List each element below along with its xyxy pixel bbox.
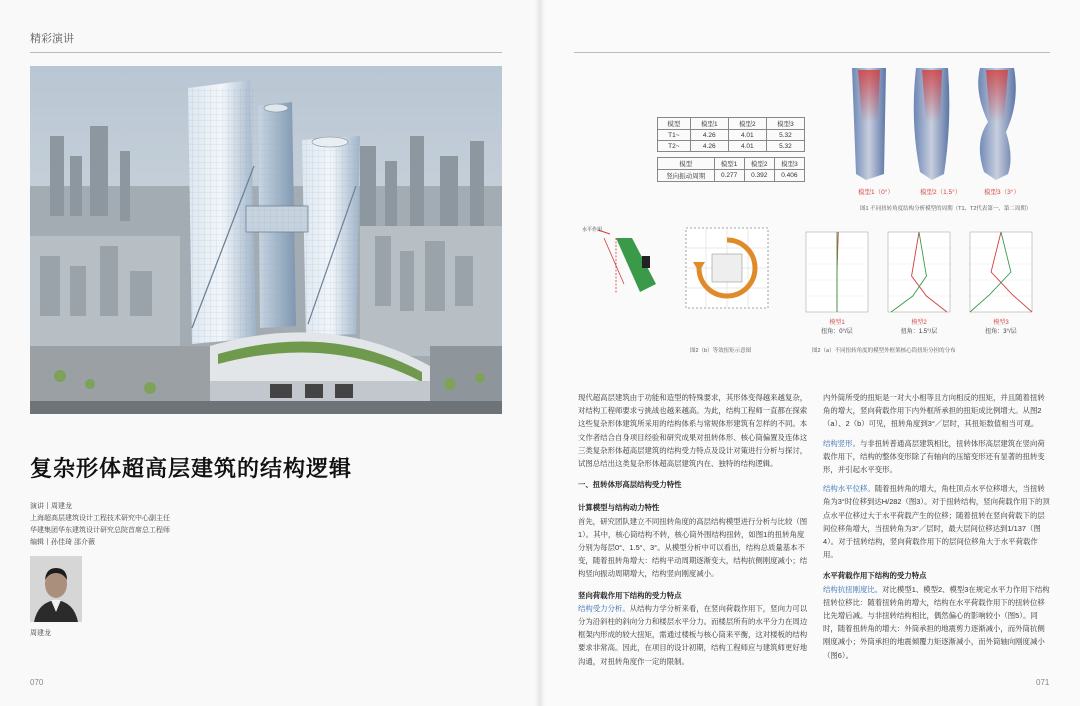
hero-illustration: [30, 66, 502, 414]
article-credits: [30, 501, 170, 549]
table-cell: 模型1: [690, 118, 728, 130]
panel-label: 模型3: [993, 320, 1009, 326]
table-row: [658, 130, 805, 141]
body-column-right: [823, 391, 1051, 662]
portrait-caption: 周建龙: [30, 630, 51, 637]
section-label: 精彩演讲: [30, 33, 74, 45]
credit-line: 上海超高层建筑设计工程技术研究中心副主任: [30, 515, 170, 522]
table-cell: 模型1: [714, 158, 744, 170]
panel-sublabel: 扭角：0°/层: [821, 329, 853, 335]
intro-paragraph: 现代超高层建筑由于功能和造型的特殊要求，其形体变得越来越复杂，对结构工程师要求亏挑战也越来越高。为此，结构工程师一直都在探索这些复杂形体建筑所采用的结构体系与常规体形建筑有怎样的不同。本文作者结合自身项目经验和研究成果对扭转体形、核心筒偏置及连体这三类复杂形体超高层建筑的结构受力特点及设计对策进行分析与探讨，试图总结出这类复杂形体超高层建筑内在、独特的结构逻辑。: [578, 393, 808, 469]
inline-term: 结构水平位移。: [823, 484, 875, 494]
table-row: [658, 170, 805, 182]
table-cell: 4.01: [728, 130, 766, 141]
twisted-models-figure: [840, 62, 1050, 202]
table-cell: 模型3: [766, 118, 804, 130]
table-cell: 模型: [658, 158, 715, 170]
horizontal-action-sketch: [580, 224, 664, 298]
credit-line: 华建集团华东建筑设计研究总院首席总工程师: [30, 527, 170, 534]
torque-panel: [888, 232, 950, 335]
model-label: 模型1（0°）: [858, 189, 894, 196]
inline-term: 结构竖形。: [823, 438, 860, 448]
panel-sublabel: 扭角：3°/层: [985, 329, 1017, 335]
header-rule-left: [30, 52, 502, 53]
body-paragraph: [823, 583, 1051, 662]
table-header-row: [658, 118, 805, 130]
body-text: 随着扭转角的增大，角柱顶点水平位移增大，当扭转角为3°时位移到达H/282（图3）。对于扭转结构，竖向荷载作用下的顶点水平位移过大于水平荷载产生的位移；随着扭转在竖向荷载下的层间位移角增大，当扭转角为3°／层时，最大层间位移达到1/137（图4）。对于扭转结构，竖向荷载作用下的层间位移角大于水平荷载作用。: [823, 484, 1050, 560]
page-number-left: 070: [30, 678, 44, 687]
body-text: 对比模型1、模型2、模型3在规定水平力作用下结构扭转位移比：随着扭转角的增大，结构在水平荷载作用下的扭转位移比先增后减。与非扭转结构相比，偶然偏心的影响较小（图5）。同时，随着扭转角的增大：外筒承担的地震剪力逐渐减小，而外筒抗侧刚度减小；外筒承担的地震倾覆力矩逐渐减小，而外筒轴向刚度减小（图6）。: [823, 584, 1050, 660]
torque-distribution-charts: [800, 228, 1050, 346]
torque-panel: [806, 232, 868, 335]
model-label: 模型3（3°）: [984, 189, 1020, 196]
book-gutter: [535, 0, 545, 706]
table-cell: 模型3: [774, 158, 804, 170]
table-cell: 0.392: [744, 170, 774, 182]
author-portrait: [30, 556, 82, 622]
model-3-tower: [978, 68, 1016, 180]
torque-panel: [970, 232, 1032, 335]
panel-sublabel: 扭角：1.5°/层: [900, 329, 938, 335]
panel-label: 模型2: [911, 320, 927, 326]
section-heading: 一、扭转体形高层结构受力特性: [578, 480, 682, 490]
table-cell: 5.32: [766, 130, 804, 141]
table-cell: 4.01: [728, 141, 766, 152]
vertical-period-table: [657, 157, 805, 182]
credit-line: 演讲丨周建龙: [30, 503, 72, 510]
table-cell: 模型2: [744, 158, 774, 170]
table-cell: 0.406: [774, 170, 804, 182]
model-1-tower: [852, 68, 886, 180]
model-2-tower: [914, 68, 950, 180]
inline-term: 结构受力分析。: [578, 603, 630, 613]
subsection-heading: 竖向荷载作用下结构的受力特点: [578, 590, 682, 600]
header-rule-right: [574, 52, 1050, 53]
table-cell: 模型2: [728, 118, 766, 130]
panel-frame: [888, 232, 950, 312]
model-label: 模型2（1.5°）: [920, 189, 962, 196]
figure-1-caption: 图1 不同扭转角度结构分析模型的周期（T1、T2代表第一、第二周期）: [860, 206, 1032, 212]
article-title: 复杂形体超高层建筑的结构逻辑: [30, 456, 353, 481]
body-paragraph: [823, 482, 1051, 561]
table-cell: T2~: [658, 141, 691, 152]
body-paragraph: [823, 437, 1051, 477]
table-cell: 4.26: [690, 130, 728, 141]
body-text: 与非扭转普通高层建筑相比，扭转体形高层建筑在竖向荷载作用下，结构的整体变形除了有轴向的压缩变形还有显著的扭转变形，并引起水平变形。: [823, 438, 1045, 475]
subsection-heading: 计算模型与结构动力特性: [578, 503, 660, 513]
subsection-heading: 水平荷载作用下结构的受力特点: [823, 571, 927, 581]
equivalent-torque-plan: [684, 226, 770, 310]
table-row: [658, 141, 805, 152]
table-cell: 模型: [658, 118, 691, 130]
panel-label: 模型1: [829, 320, 845, 326]
sketch-label: 水平作用: [582, 227, 603, 233]
credit-line: 编辑丨孙佳琦 邵介薇: [30, 539, 95, 546]
body-text: 从结构力学分析来看，在竖向荷载作用下，竖向力可以分为沿斜柱的斜向分力和楼层水平分力。而楼层所有的水平分力在周边框架内形成的较大扭矩，需通过楼板与核心筒来平衡，这对楼板的结构要求非常高。因此，在项目的设计初期，结构工程师应与建筑师更好地沟通，对扭转角度作一定的限制。: [578, 603, 808, 666]
hero-building-photo: [30, 66, 502, 414]
table-cell: 0.277: [714, 170, 744, 182]
page-number-right: 071: [1036, 678, 1050, 687]
panel-frame: [970, 232, 1032, 312]
body-paragraph: [578, 602, 808, 668]
portrait-image: [30, 556, 82, 622]
inline-term: 结构抗扭刚度比。: [823, 584, 883, 594]
body-column-left: [578, 391, 808, 668]
body-paragraph: 内外筒所受的扭矩是一对大小相等且方向相反的扭矩，并且随着扭转角的增大，竖向荷载作用下内外框所承担的扭矩成比例增大。从图2（a）、2（b）可见，扭转角度到3°／层时，其扭矩数值相当可观。: [823, 393, 1045, 429]
table-cell: 4.26: [690, 141, 728, 152]
table-cell: 5.32: [766, 141, 804, 152]
table-cell: 竖向振动周期: [658, 170, 715, 182]
body-paragraph: 首先，研究团队建立不同扭转角度的高层结构模型进行分析与比较（图1）。其中，核心筒结构不转，核心筒外围结构扭转，如图1的扭转角度分别为每层0°、1.5°、3°。从模型分析中可以看出，结构总质量基本不变，随着扭转角增大：结构平动周期逐渐变大，结构抗侧刚度减小；结构竖向振动周期增大，结构竖向刚度减小。: [578, 516, 808, 579]
table-header-row: [658, 158, 805, 170]
period-table: [657, 117, 805, 152]
figure-2b-caption: 图2（b）等效扭矩示意图: [690, 348, 752, 354]
table-cell: T1~: [658, 130, 691, 141]
figure-2a-caption: 图2（a）不同扭转角度的模型外框架核心筒扭矩分担的分布: [812, 348, 956, 354]
